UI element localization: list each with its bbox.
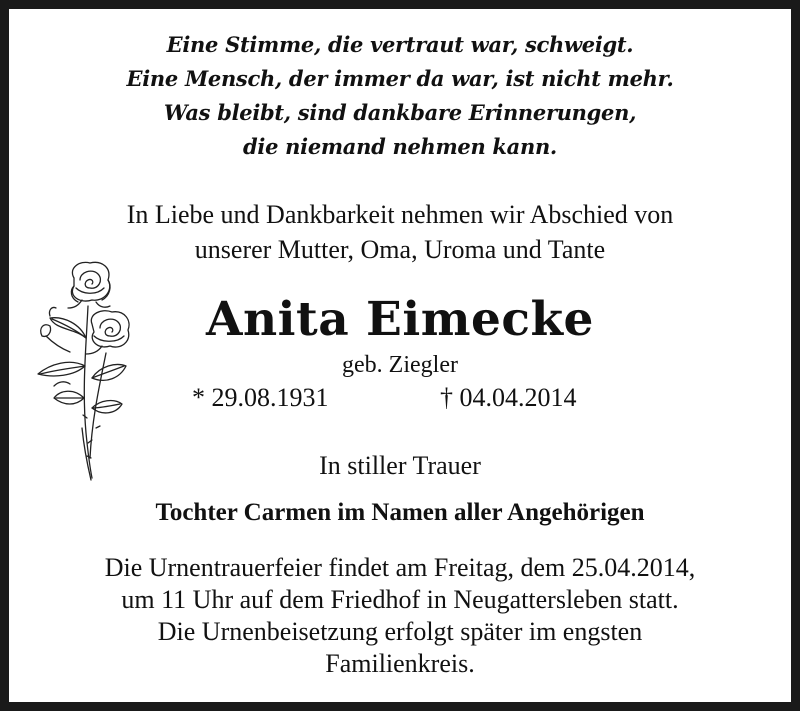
intro-line: In Liebe und Dankbarkeit nehmen wir Abschied von: [126, 200, 674, 229]
mourning-line: In stiller Trauer: [319, 451, 481, 480]
poem-line: Was bleibt, sind dankbare Erinnerungen,: [163, 100, 637, 125]
memorial-poem: [0, 28, 800, 164]
service-line: Familienkreis.: [325, 649, 475, 678]
service-details: [0, 552, 800, 680]
poem-line: Eine Mensch, der immer da war, ist nicht mehr.: [126, 66, 674, 91]
poem-line: Eine Stimme, die vertraut war, schweigt.: [166, 32, 634, 57]
signers-line: Tochter Carmen im Namen aller Angehörigen: [155, 499, 645, 526]
service-line: Die Urnenbeisetzung erfolgt später im engsten: [157, 617, 643, 646]
service-line: um 11 Uhr auf dem Friedhof in Neugattersleben statt.: [121, 585, 679, 614]
intro-line: unserer Mutter, Oma, Uroma und Tante: [194, 235, 606, 264]
death-date: † 04.04.2014: [440, 383, 577, 412]
deceased-name: Anita Eimecke: [206, 292, 594, 347]
poem-line: die niemand nehmen kann.: [243, 134, 557, 159]
maiden-name: geb. Ziegler: [342, 352, 458, 378]
farewell-intro: [0, 197, 800, 267]
birth-date: * 29.08.1931: [192, 383, 329, 412]
service-line: Die Urnentrauerfeier findet am Freitag, dem 25.04.2014,: [104, 553, 696, 582]
